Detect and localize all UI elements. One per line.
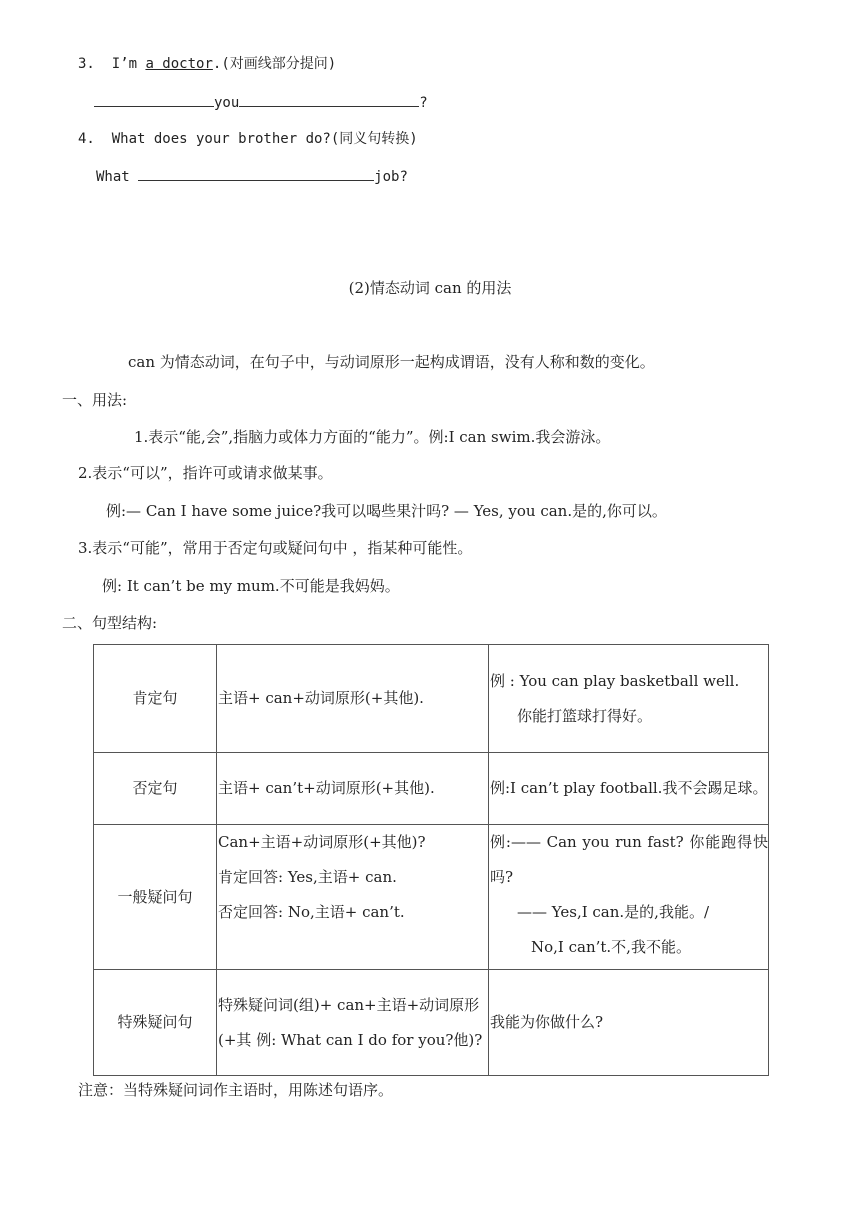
- table-row: [94, 753, 769, 825]
- answer-blank[interactable]: [239, 92, 419, 107]
- pattern-cell: [217, 825, 489, 970]
- sentence-type-cell: 肯定句: [94, 645, 217, 753]
- pattern-line: 主语+ can’t+动词原形(+其他).: [218, 779, 435, 797]
- structure-heading: 二、句型结构:: [62, 614, 158, 632]
- exercise-3-question: [78, 54, 336, 74]
- example-cell: [489, 970, 769, 1076]
- pattern-cell: [217, 753, 489, 825]
- example-cell: [489, 825, 769, 970]
- sentence-type-cell: 否定句: [94, 753, 217, 825]
- exercise-prefix: I’m: [111, 56, 138, 72]
- example-line: 例:—— Can you run fast? 你能跑得快吗?: [490, 833, 768, 886]
- example-line: 你能打篮球打得好。: [517, 706, 653, 725]
- usage-heading: 一、用法:: [62, 391, 128, 409]
- note-text: 注意：当特殊疑问词作主语时，用陈述句语序。: [78, 1081, 394, 1099]
- pattern-line: 肯定回答: Yes,主语+ can.: [218, 868, 397, 886]
- answer-word: job?: [374, 169, 408, 185]
- table-row: [94, 970, 769, 1076]
- pattern-line: Can+主语+动词原形(+其他)?: [218, 833, 426, 851]
- usage-item-1: 1.表示“能,会”,指脑力或体力方面的“能力”。例:I can swim.我会游泳。: [134, 428, 611, 446]
- pattern-line: 否定回答: No,主语+ can’t.: [218, 903, 405, 921]
- exercise-3-answer-line: [94, 92, 428, 113]
- exercise-number: 4.: [78, 131, 95, 147]
- pattern-line: 主语+ can+动词原形(+其他).: [218, 689, 424, 707]
- underlined-phrase: a doctor: [145, 56, 213, 72]
- pattern-cell: [217, 645, 489, 753]
- example-line: No,I can’t.不,我不能。: [531, 938, 691, 956]
- section-title: (2)情态动词 can 的用法: [348, 279, 512, 297]
- exercise-instruction: .(对画线部分提问): [212, 56, 337, 72]
- sentence-type-cell: 特殊疑问句: [94, 970, 217, 1076]
- sentence-type-cell: 一般疑问句: [94, 825, 217, 970]
- usage-item-2-example: 例:— Can I have some juice?我可以喝些果汁吗? — Yes, you can.是的,你可以。: [106, 502, 667, 520]
- answer-punctuation: ?: [419, 95, 428, 111]
- example-line: —— Yes,I can.是的,我能。/: [517, 903, 709, 921]
- usage-item-2: 2.表示“可以”，指许可或请求做某事。: [78, 464, 333, 482]
- usage-item-3: 3.表示“可能”，常用于否定句或疑问句中 ，指某种可能性。: [78, 539, 473, 557]
- pattern-line: 特殊疑问词(组)+ can+主语+动词原形(+其 例: What can I do for you?他)?: [218, 995, 483, 1049]
- intro-paragraph: can 为情态动词，在句子中，与动词原形一起构成谓语，没有人称和数的变化。: [128, 353, 655, 371]
- usage-item-3-example: 例: It can’t be my mum.不可能是我妈妈。: [102, 577, 400, 595]
- sentence-structure-table: [93, 644, 769, 1076]
- example-line: 例:I can’t play football.我不会踢足球。: [490, 779, 768, 797]
- exercise-text: What does your brother do?(同义句转换): [111, 131, 418, 147]
- answer-word: What: [96, 169, 130, 185]
- example-line: 例 : You can play basketball well.: [490, 671, 740, 690]
- exercise-4-answer-line: [96, 166, 408, 187]
- answer-blank[interactable]: [94, 92, 214, 107]
- example-line: 我能为你做什么?: [490, 1013, 604, 1031]
- table-row: [94, 825, 769, 970]
- table-row: [94, 645, 769, 753]
- answer-blank[interactable]: [138, 166, 374, 181]
- pattern-cell: [217, 970, 489, 1076]
- exercise-4-question: [78, 129, 418, 149]
- example-cell: [489, 753, 769, 825]
- exercise-number: 3.: [78, 56, 95, 72]
- example-cell: [489, 645, 769, 753]
- answer-word: you: [214, 95, 240, 111]
